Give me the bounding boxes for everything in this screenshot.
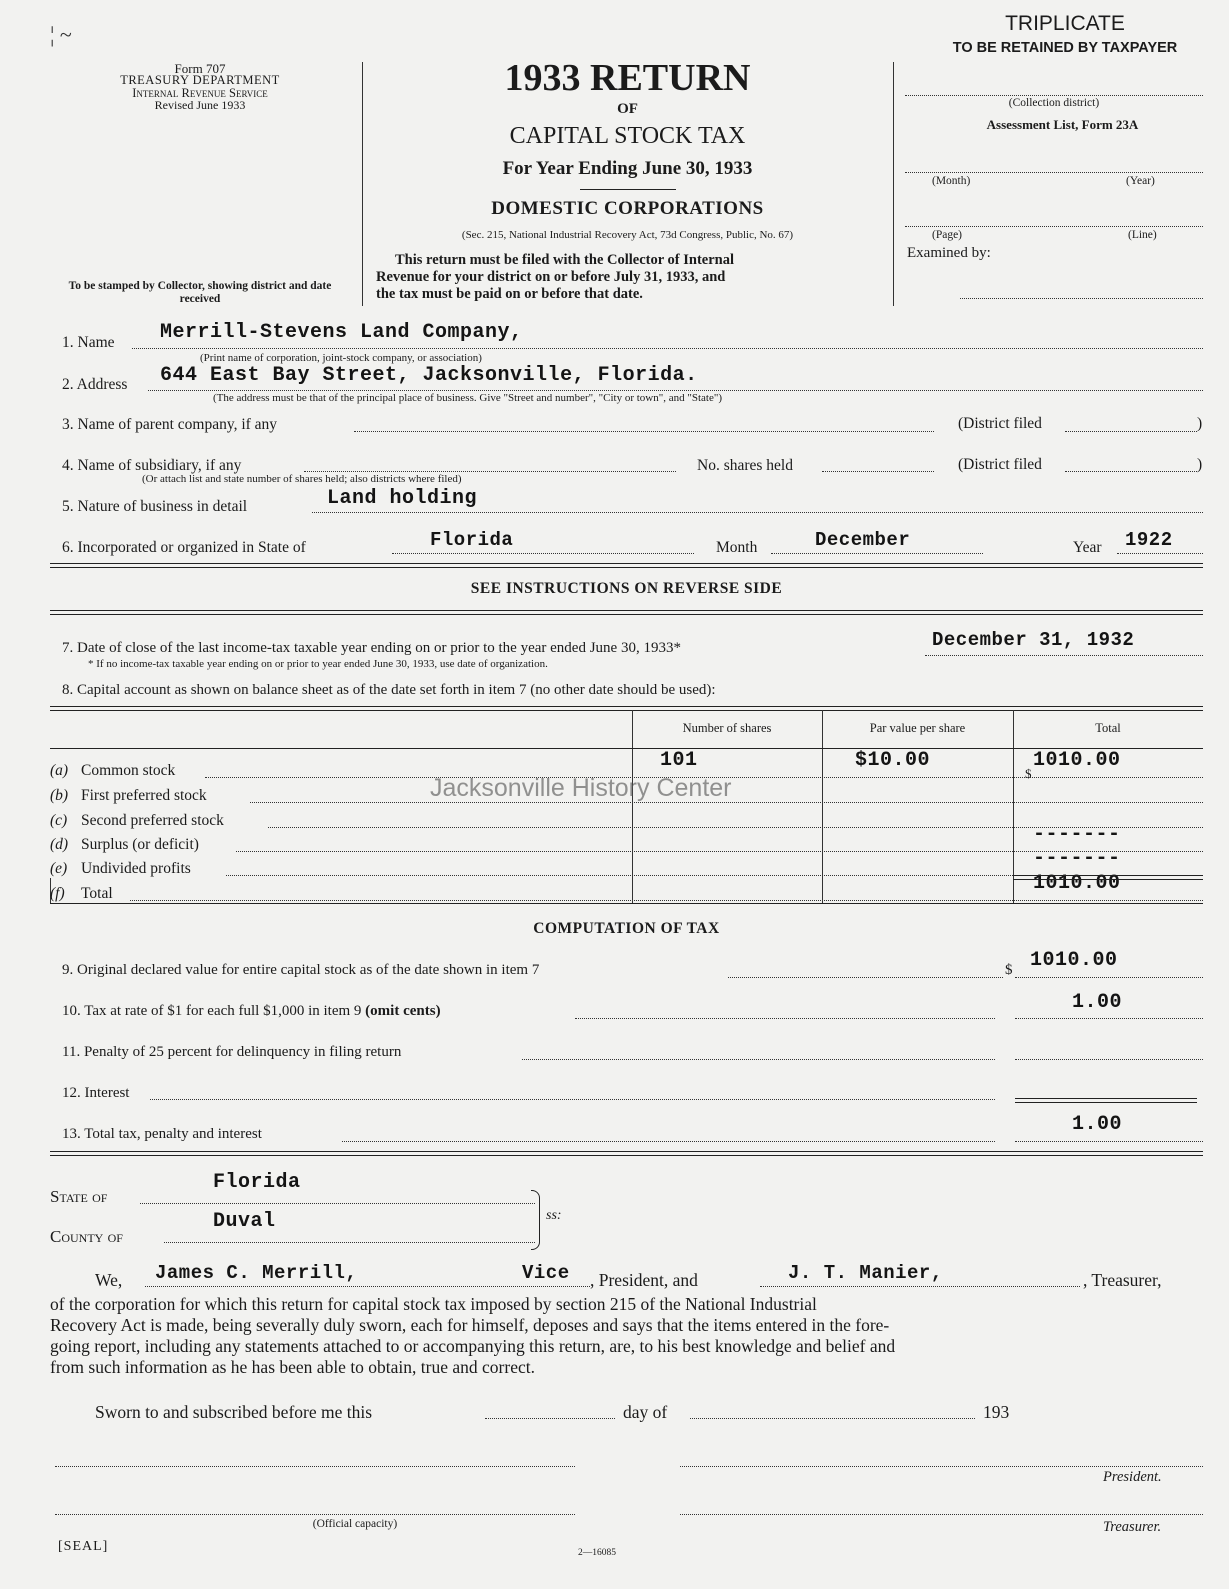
affidavit-line-3: going report, including any statements attached to or accompanying this return, are, to his best knowledge and belief and [50,1336,896,1356]
item-3-close-paren: ) [1197,415,1203,432]
affidavit-brace [531,1190,540,1250]
item-4-district-label: (District filed [958,456,1042,473]
computation-heading: COMPUTATION OF TAX [533,920,720,937]
item-1-value: Merrill-Stevens Land Company, [160,321,523,344]
capacity-line [55,1514,575,1515]
year-label: (Year) [1126,175,1155,187]
item-10-omit-cents: (omit cents) [365,1003,441,1019]
triplicate-label: TRIPLICATE [1005,12,1125,35]
capital-table-bottom [50,903,1203,904]
state-value: Florida [213,1171,301,1194]
capital-row-label: Undivided profits [81,860,191,877]
total-row-rule [1013,875,1203,880]
see-instructions: SEE INSTRUCTIONS ON REVERSE SIDE [470,580,783,597]
president-and-label: , President, and [590,1270,698,1290]
item-2-hint: (The address must be that of the principal place of business. Give "Street and number", "City or town", and "State") [213,392,722,404]
capital-row-key: (d) [50,836,69,853]
month-label: (Month) [932,175,971,187]
item-8-label: 8. Capital account as shown on balance sheet as of the date set forth in item 7 (no other date should be used): [62,682,716,698]
item-6-year-label: Year [1073,539,1102,556]
capital-row-key: (e) [50,860,68,877]
capital-row-key: (a) [50,762,69,779]
examined-by-label: Examined by: [907,245,991,261]
capital-row-label: Total [81,885,113,902]
capital-row-key: (c) [50,812,68,829]
capital-row-shares: 101 [660,749,698,772]
page-label: (Page) [932,229,963,241]
affidavit-line-1: of the corporation for which this return for capital stock tax imposed by section 215 of the National Industrial [50,1294,817,1314]
capital-row-label: Common stock [81,762,176,779]
capital-row-total: ------- [1033,823,1121,846]
affidavit-line-2: Recovery Act is made, being severally duly sworn, each for himself, deposes and says that the items entered in the fore- [50,1315,890,1335]
item-6-month-label: Month [716,539,758,556]
line-label: (Line) [1128,229,1157,241]
we-label: We, [95,1270,123,1290]
col-par-header: Par value per share [869,721,966,735]
filing-line-3: the tax must be paid on or before that date. [376,286,643,302]
item-1-label: 1. Name [62,334,115,351]
item-11-label: 11. Penalty of 25 percent for delinquency in filing return [62,1044,402,1060]
item-7-hint: * If no income-tax taxable year ending on or prior to year ended June 30, 1933, use date of organization. [88,658,548,670]
item-6-month: December [815,529,911,551]
capital-row-total: 1010.00 [1033,872,1121,895]
item-7-value: December 31, 1932 [932,629,1135,651]
item-6-label: 6. Incorporated or organized in State of [62,539,306,556]
item-9-dollar: $ [1005,962,1013,978]
section-reference: (Sec. 215, National Industrial Recovery Act, 73d Congress, Public, No. 67) [461,229,794,241]
treasurer-signature-line [680,1514,1203,1515]
retained-label: TO BE RETAINED BY TAXPAYER [952,40,1178,56]
item-4-shares-label: No. shares held [697,457,793,474]
title-underline [580,189,676,190]
treasurer-name: J. T. Manier, [788,1262,943,1284]
item-10-value: 1.00 [1072,991,1123,1014]
revised-label: Revised June 1933 [154,98,246,112]
return-subtitle: CAPITAL STOCK TAX [509,123,746,149]
domestic-corporations: DOMESTIC CORPORATIONS [491,198,764,219]
service-label: Internal Revenue Service [132,86,268,100]
capital-row-line [130,900,1203,901]
item-3-district-label: (District filed [958,415,1042,432]
vice-value: Vice [522,1262,570,1284]
year-193-label: 193 [983,1402,1010,1422]
capital-row-key: (f) [50,885,65,902]
item-9-label: 9. Original declared value for entire capital stock as of the date shown in item 7 [62,962,540,978]
total-dollar-sign: $ [1025,766,1032,781]
capital-row-label: Surplus (or deficit) [81,836,199,853]
capital-row-key: (b) [50,787,69,804]
official-capacity-label: (Official capacity) [312,1518,398,1530]
notary-signature-line [55,1466,575,1467]
header-divider-left [362,62,363,306]
item-2-label: 2. Address [62,376,128,393]
capital-row-total: 1010.00 [1033,749,1121,772]
treasurer-label: , Treasurer, [1083,1270,1162,1290]
item-13-value: 1.00 [1072,1113,1123,1136]
capital-row-total: ------- [1033,847,1121,870]
stamp-note: To be stamped by Collector, showing district and date received [68,280,332,305]
item-4-label: 4. Name of subsidiary, if any [62,457,242,474]
filing-line-1: This return must be filed with the Collector of Internal [395,252,734,268]
seal-label: [SEAL] [58,1539,109,1554]
watermark: Jacksonville History Center [430,774,732,802]
item-5-label: 5. Nature of business in detail [62,498,248,515]
header-divider-right [893,62,894,306]
president-name: James C. Merrill, [155,1262,358,1284]
item-7-label: 7. Date of close of the last income-tax taxable year ending on or prior to the year ended June 30, 1933* [62,640,681,656]
form-code: 2—16085 [578,1548,616,1558]
item-6-state: Florida [430,529,514,551]
item-4-hint: (Or attach list and state number of shares held; also districts where filed) [142,473,462,485]
return-title: 1933 RETURN [504,57,751,99]
item-13-label: 13. Total tax, penalty and interest [62,1126,262,1142]
department-label: TREASURY DEPARTMENT [120,73,280,87]
return-of: OF [617,101,638,117]
item-12-label: 12. Interest [62,1085,130,1101]
item-10-label [62,1003,441,1020]
col-shares-header: Number of shares [682,721,772,735]
capital-table-top [50,706,1203,711]
item-1-hint: (Print name of corporation, joint-stock company, or association) [200,352,482,364]
item-3-label: 3. Name of parent company, if any [62,416,278,433]
treasurer-sig-label: Treasurer. [1103,1519,1162,1535]
president-sig-label: President. [1103,1469,1162,1485]
filing-line-2: Revenue for your district on or before July 31, 1933, and [376,269,726,285]
county-of-label: County of [50,1227,123,1246]
capital-row-label: Second preferred stock [81,812,224,829]
item-4-close-paren: ) [1197,456,1203,473]
day-of-label: day of [623,1402,668,1422]
capital-row-par: $10.00 [855,749,931,772]
affidavit-line-4: from such information as he has been able to obtain, true and correct. [50,1357,535,1377]
capital-row-label: First preferred stock [81,787,207,804]
ss-label: ss: [546,1208,562,1223]
item-2-value: 644 East Bay Street, Jacksonville, Florida. [160,364,698,387]
assessment-list-label: Assessment List, Form 23A [986,117,1139,132]
item-9-value: 1010.00 [1030,949,1118,972]
item-10-label-text: 10. Tax at rate of $1 for each full $1,000 in item 9 [62,1003,366,1019]
item-5-value: Land holding [327,487,478,510]
president-signature-line [680,1466,1203,1467]
item-6-year: 1922 [1125,529,1173,551]
col-total-header: Total [1095,721,1121,735]
corner-mark: ¦ ~ [50,22,72,47]
sworn-label: Sworn to and subscribed before me this [95,1402,373,1422]
form-number: Form 707 [174,61,226,76]
county-value: Duval [213,1210,276,1233]
collection-district-label: (Collection district) [1008,97,1100,109]
year-ending: For Year Ending June 30, 1933 [502,158,753,179]
state-of-label: State of [50,1187,108,1206]
